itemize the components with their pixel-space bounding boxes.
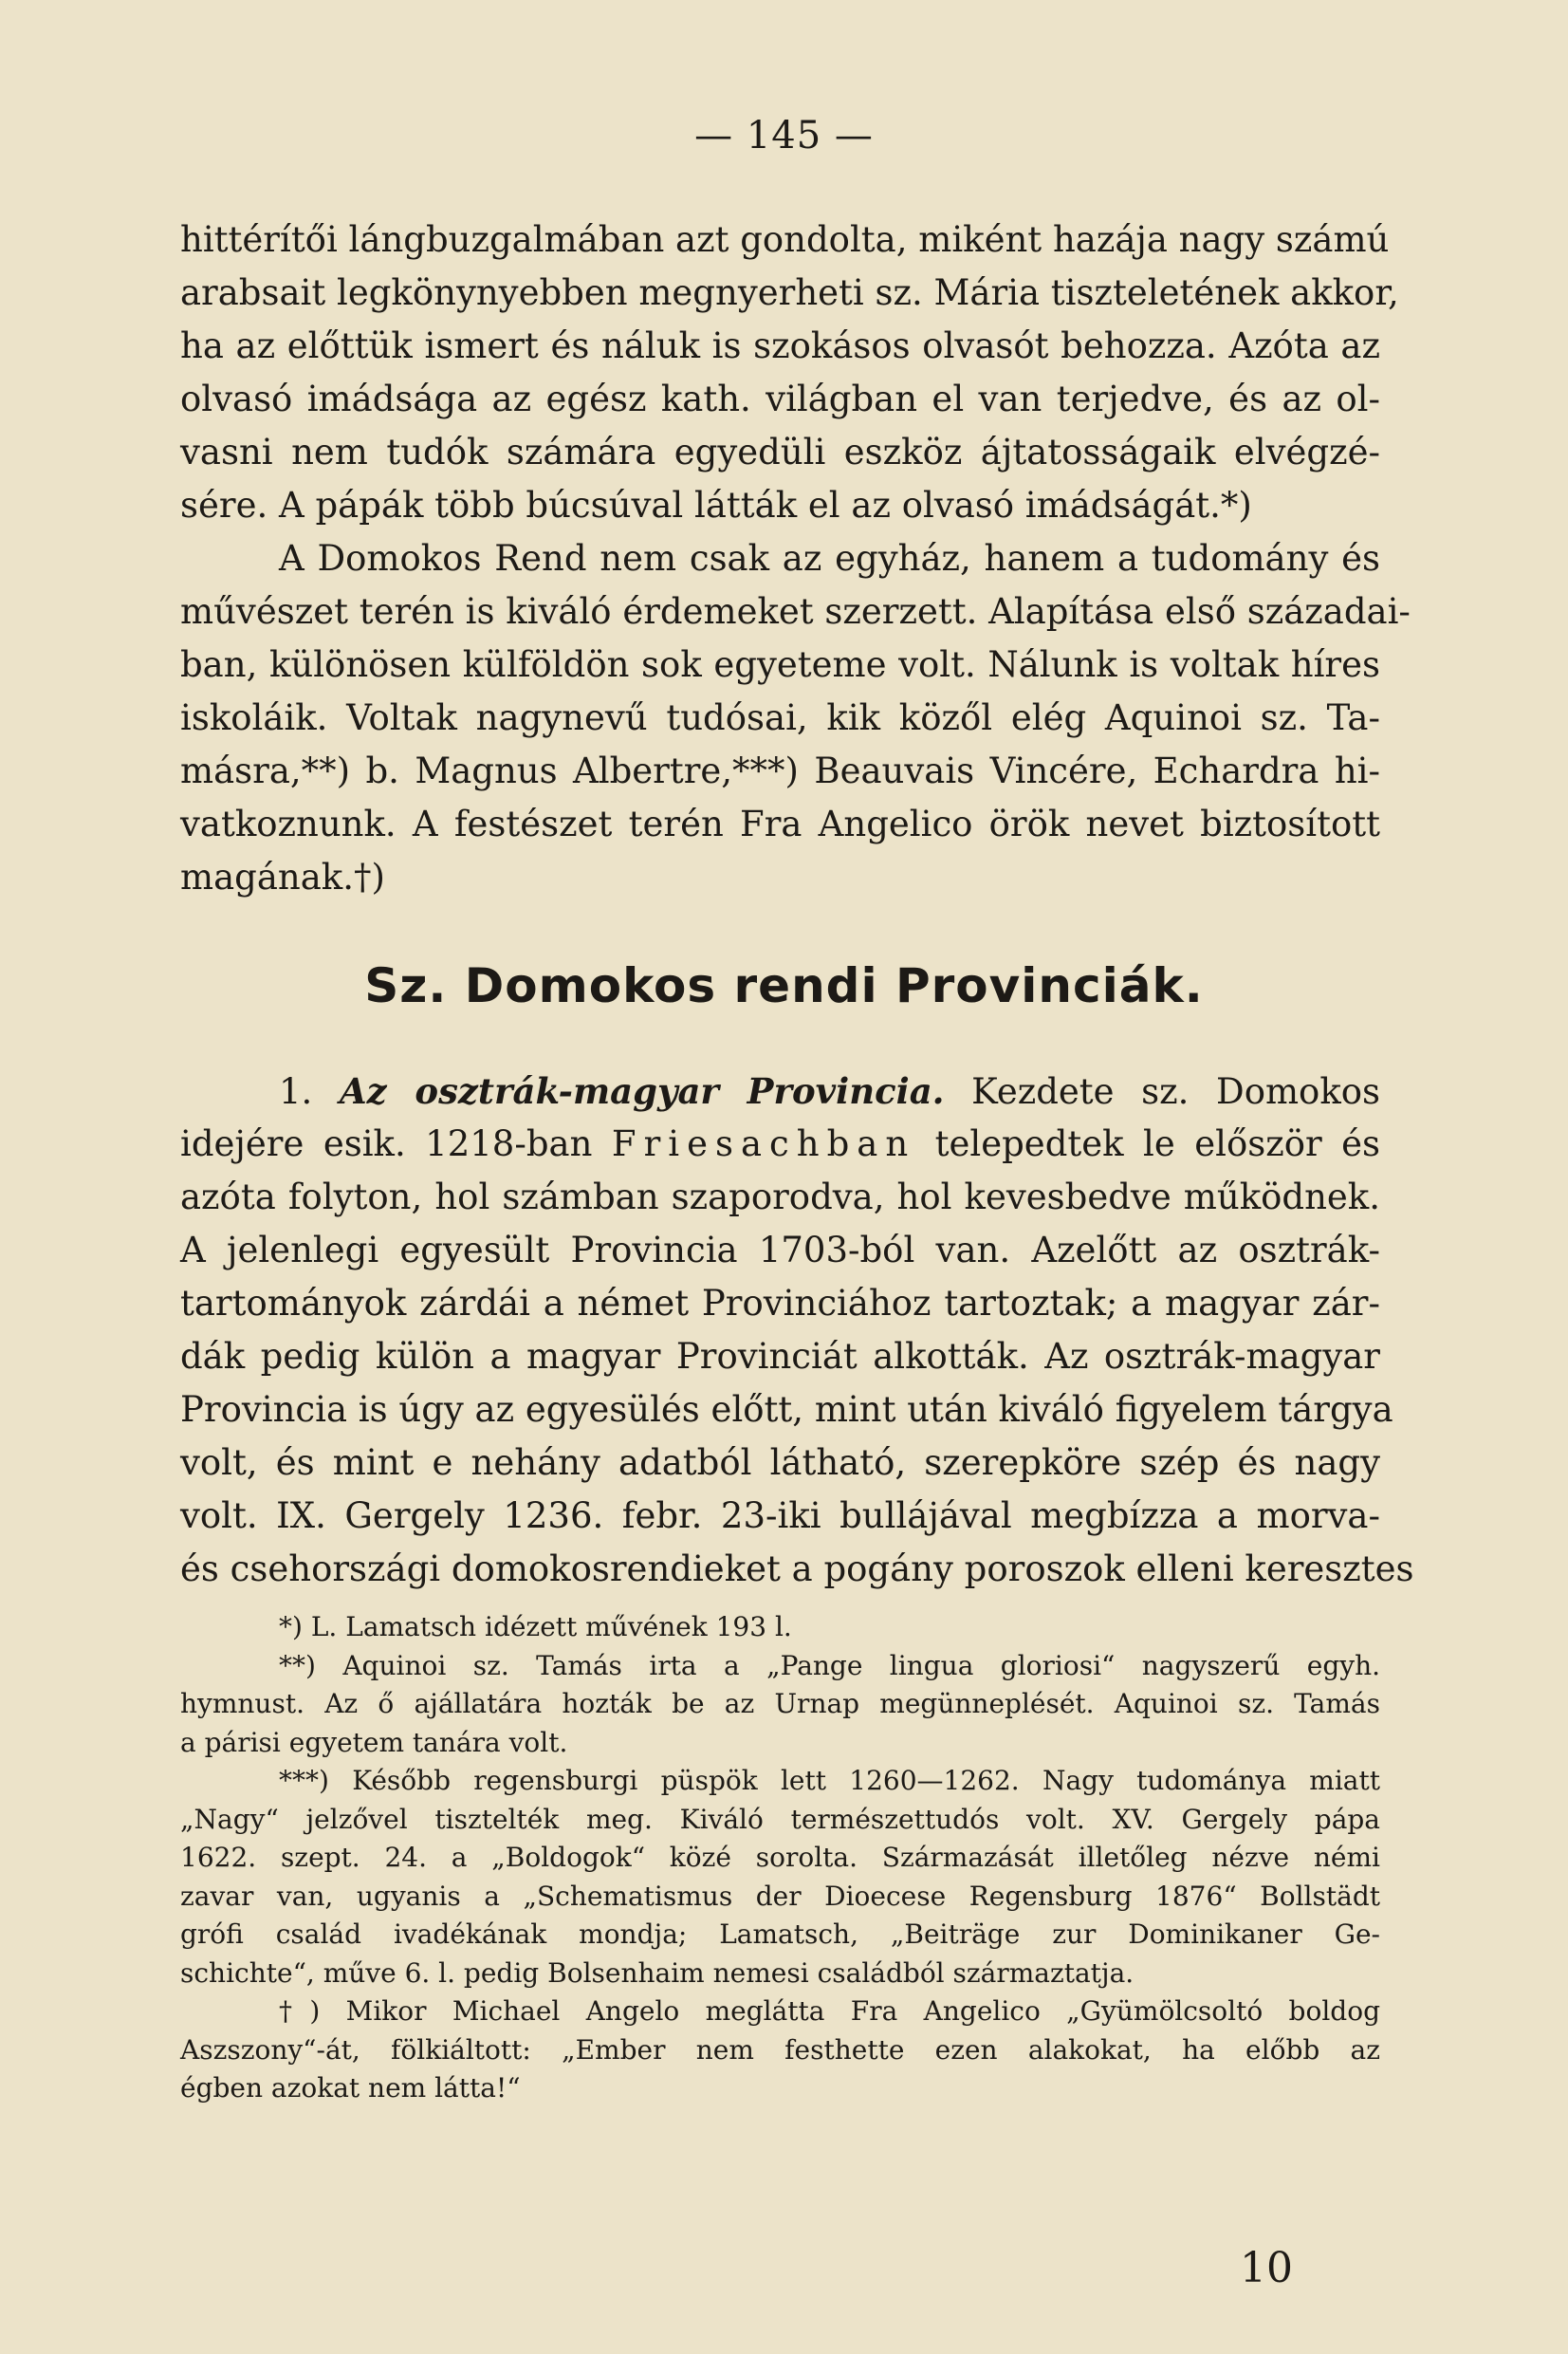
footnote-line: zavar van, ugyanis a „Schematismus der Dioecese Regensburg 1876“ Bollstädt <box>180 1880 1380 1912</box>
section-first-line-rest: Kezdete sz. Domokos <box>971 1071 1381 1112</box>
signature-mark: 10 <box>1240 2244 1293 2292</box>
footnote-line: schichte“, műve 6. l. pedig Bolsenhaim nemesi családból származtatja. <box>180 1956 1134 1989</box>
text-line: volt. IX. Gergely 1236. febr. 23-iki bullájával megbízza a morva- <box>180 1495 1380 1536</box>
page-number: — 145 — <box>694 114 874 158</box>
footnote-line: *) L. Lamatsch idézett művének 193 l. <box>279 1611 792 1642</box>
text-span: telepedtek le először és <box>934 1123 1381 1164</box>
footnote-line: **) Aquinoi sz. Tamás irta a „Pange lingua gloriosi“ nagyszerű egyh. <box>279 1649 1380 1681</box>
text-line: arabsait legkönynyebben megnyerheti sz. Mária tiszteletének akkor, <box>180 272 1399 313</box>
body-text <box>180 213 1411 904</box>
text-line: vatkoznunk. A festészet terén Fra Angelico örök nevet biztosított <box>180 804 1380 844</box>
section-lines <box>180 1171 1414 1596</box>
section-heading: Sz. Domokos rendi Provinciák. <box>364 958 1204 1013</box>
text-line: ban, különösen külföldön sok egyeteme volt. Nálunk is voltak híres <box>180 644 1380 685</box>
text-line: A Domokos Rend nem csak az egyház, hanem a tudomány és <box>279 538 1380 579</box>
footnote-line: Aszszony“-át, fölkiáltott: „Ember nem festhette ezen alakokat, ha előbb az <box>180 2033 1380 2066</box>
text-line: és csehországi domokosrendieket a pogány poroszok elleni keresztes <box>180 1548 1414 1589</box>
text-line: volt, és mint e nehány adatból látható, szerepköre szép és nagy <box>180 1442 1380 1483</box>
footnotes <box>180 1608 1380 2108</box>
section-title: Az osztrák-magyar Provincia. <box>339 1070 945 1112</box>
text-line: olvasó imádsága az egész kath. világban el van terjedve, és az ol- <box>180 379 1380 419</box>
text-line: Provincia is úgy az egyesülés előtt, mint után kiváló figyelem tárgya <box>180 1389 1393 1430</box>
text-line: ha az előttük ismert és náluk is szokásos olvasót behozza. Azóta az <box>180 325 1380 366</box>
text-line: dák pedig külön a magyar Provinciát alkották. Az osztrák-magyar <box>180 1336 1380 1377</box>
footnote-line: grófi család ivadékának mondja; Lamatsch, „Beiträge zur Dominikaner Ge- <box>180 1918 1380 1950</box>
text-line: másra,**) b. Magnus Albertre,***) Beauvais Vincére, Echardra hi- <box>180 751 1380 791</box>
footnote-line: hymnust. Az ő ajállatára hozták be az Urnap megünneplését. Aquinoi sz. Tamás <box>180 1688 1380 1719</box>
text-line: tartományok zárdái a német Provinciához tartoztak; a magyar zár- <box>180 1283 1380 1324</box>
footnote-line: †) Mikor Michael Angelo meglátta Fra Angelico „Gyümölcsoltó boldog <box>279 1995 1380 2027</box>
text-line: A jelenlegi egyesült Provincia 1703-ból van. Azelőtt az osztrák- <box>180 1230 1380 1270</box>
text-line: vasni nem tudók számára egyedüli eszköz ájtatosságaik elvégzé- <box>180 432 1380 473</box>
text-line: művészet terén is kiváló érdemeket szerzett. Alapítása első századai- <box>180 591 1411 632</box>
text-line: sére. A pápák több búcsúval látták el az olvasó imádságát.*) <box>180 485 1252 526</box>
footnote-line: a párisi egyetem tanára volt. <box>180 1726 568 1758</box>
text-line: iskoláik. Voltak nagynevű tudósai, kik közől elég Aquinoi sz. Ta- <box>180 697 1380 738</box>
footnote-line: égben azokat nem látta!“ <box>180 2072 521 2104</box>
footnote-line: 1622. szept. 24. a „Boldogok“ közé sorolta. Származását illetőleg nézve némi <box>180 1842 1380 1873</box>
place-name-spaced: Friesachban <box>611 1123 916 1164</box>
footnote-line: „Nagy“ jelzővel tisztelték meg. Kiváló természettudós volt. XV. Gergely pápa <box>180 1803 1380 1835</box>
section-second-line <box>180 1118 1380 1171</box>
section-number: 1. <box>279 1071 313 1112</box>
section-first-line <box>180 1065 1380 1118</box>
text-span: idejére esik. 1218-ban <box>180 1123 593 1164</box>
text-line: azóta folyton, hol számban szaporodva, hol kevesbedve működnek. <box>180 1177 1380 1217</box>
text-line: hittérítői lángbuzgalmában azt gondolta, miként hazája nagy számú <box>180 219 1390 260</box>
footnote-line: ***) Később regensburgi püspök lett 1260—1262. Nagy tudománya miatt <box>279 1765 1380 1796</box>
section-body <box>180 1065 1414 1596</box>
text-line: magának.†) <box>180 857 385 898</box>
